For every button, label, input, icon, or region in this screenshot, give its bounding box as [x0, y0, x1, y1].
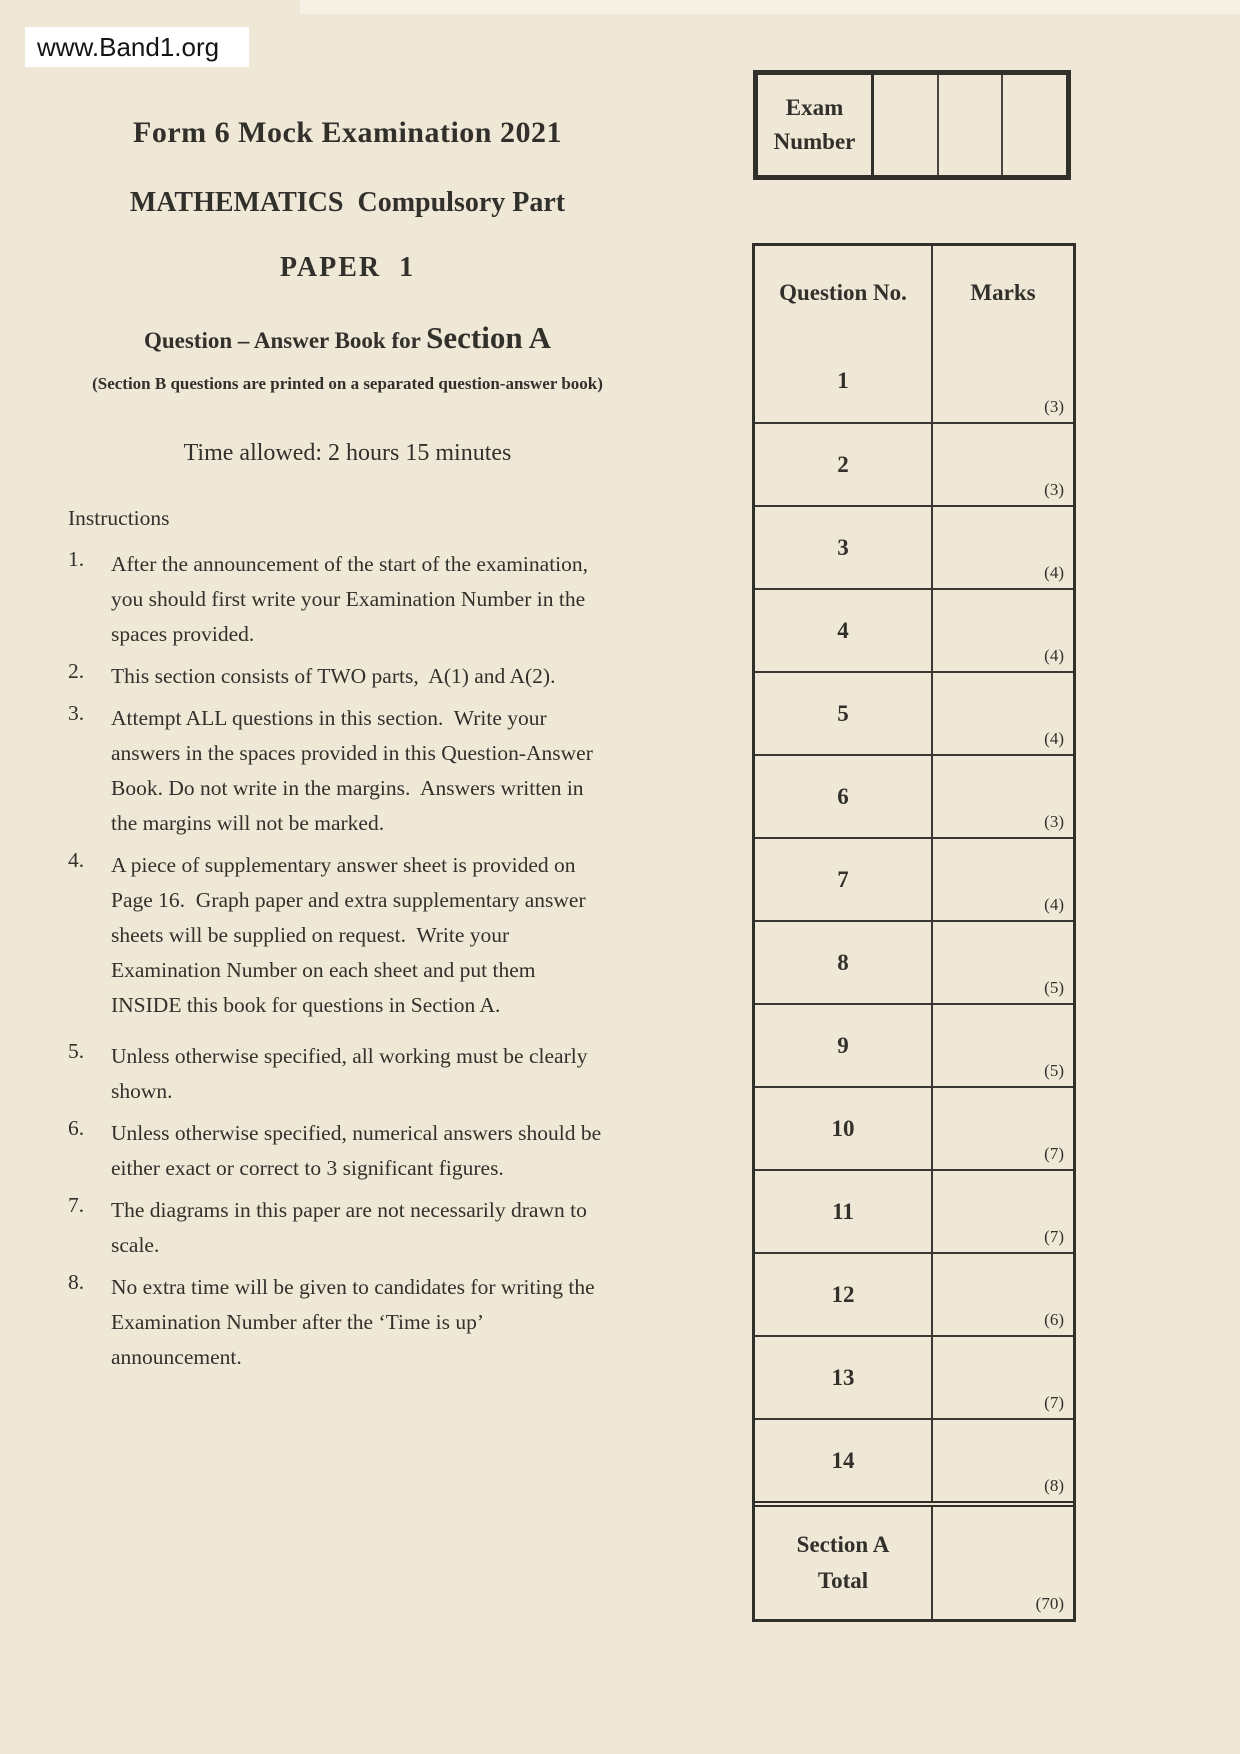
- exam-number-cell-3: [1003, 75, 1066, 175]
- section-a-total-line1: Section A: [796, 1532, 890, 1557]
- exam-number-box: [753, 70, 1071, 180]
- instruction-number: 2.: [68, 659, 85, 683]
- instruction-number: 8.: [68, 1270, 85, 1294]
- marks-value: (4): [1044, 895, 1064, 914]
- paper-number-title: PAPER 1: [279, 252, 416, 283]
- marks-cell: [933, 922, 1073, 1003]
- instruction-number: 1.: [68, 547, 85, 571]
- instruction-item: [68, 659, 603, 694]
- section-b-note: (Section B questions are printed on a separated question-answer book): [92, 374, 603, 393]
- instruction-item: [68, 547, 603, 652]
- marks-cell: [933, 590, 1073, 671]
- instruction-number: 7.: [68, 1193, 85, 1217]
- instruction-item: [68, 1270, 603, 1375]
- marks-table-row: [755, 1418, 1073, 1501]
- marks-value: (5): [1044, 1061, 1064, 1080]
- marks-table-row: [755, 1335, 1073, 1418]
- marks-header: Marks: [970, 279, 1036, 305]
- marks-cell: [933, 1337, 1073, 1418]
- watermark-badge: [25, 27, 249, 67]
- instruction-number: 6.: [68, 1116, 85, 1140]
- answer-book-line: [60, 320, 635, 356]
- marks-table-row: [755, 588, 1073, 671]
- marks-value: (4): [1044, 646, 1064, 665]
- marks-table-row: [755, 339, 1073, 422]
- marks-cell: [933, 424, 1073, 505]
- question-number-cell: 5: [755, 673, 933, 754]
- question-number-cell: 10: [755, 1088, 933, 1169]
- exam-number-cell-1: [874, 75, 939, 175]
- marks-table-row: [755, 837, 1073, 920]
- marks-value: (8): [1044, 1476, 1064, 1495]
- marks-cell: [933, 1171, 1073, 1252]
- marks-cell: [933, 1088, 1073, 1169]
- marks-value: (3): [1044, 397, 1064, 416]
- instruction-item: [68, 1193, 603, 1263]
- section-a-total-label: [755, 1507, 933, 1619]
- marks-value: (7): [1044, 1144, 1064, 1163]
- instruction-item: [68, 701, 603, 841]
- marks-table-row: [755, 422, 1073, 505]
- exam-number-cell-2: [939, 75, 1004, 175]
- marks-value: (4): [1044, 563, 1064, 582]
- marks-table-row: [755, 1169, 1073, 1252]
- exam-number-label-line1: Exam: [785, 95, 844, 120]
- instruction-number: 5.: [68, 1039, 85, 1063]
- marks-value: (7): [1044, 1227, 1064, 1246]
- question-number-cell: 4: [755, 590, 933, 671]
- question-number-cell: 11: [755, 1171, 933, 1252]
- section-a-total-marks: (70): [1035, 1594, 1064, 1613]
- marks-table-rows: [755, 339, 1073, 1501]
- question-number-cell: 13: [755, 1337, 933, 1418]
- instruction-item: [68, 848, 603, 1023]
- marks-cell: [933, 507, 1073, 588]
- marks-value: (3): [1044, 480, 1064, 499]
- marks-value: (5): [1044, 978, 1064, 997]
- marks-value: (6): [1044, 1310, 1064, 1329]
- section-a-total-marks-cell: [933, 1507, 1073, 1619]
- marks-table-row: [755, 1086, 1073, 1169]
- marks-cell: [933, 1254, 1073, 1335]
- question-number-cell: 14: [755, 1420, 933, 1501]
- question-number-cell: 7: [755, 839, 933, 920]
- section-a-total-row: [755, 1501, 1073, 1619]
- marks-table-row: [755, 505, 1073, 588]
- marks-table-row: [755, 1252, 1073, 1335]
- instruction-text: The diagrams in this paper are not necessarily drawn to scale.: [111, 1198, 593, 1257]
- marks-table-row: [755, 920, 1073, 1003]
- instruction-text: This section consists of TWO parts, A(1) and A(2).: [111, 664, 556, 688]
- marks-table-header: [755, 246, 1073, 339]
- instruction-text: No extra time will be given to candidates for writing the Examination Number after the ‘Time is up’ announcement.: [111, 1275, 600, 1369]
- marks-value: (7): [1044, 1393, 1064, 1412]
- instruction-number: 3.: [68, 701, 85, 725]
- question-no-header: Question No.: [755, 246, 933, 339]
- marks-cell: [933, 673, 1073, 754]
- instruction-number: 4.: [68, 848, 85, 872]
- marks-cell: [933, 756, 1073, 837]
- instructions-heading: Instructions: [68, 506, 170, 530]
- question-number-cell: 9: [755, 1005, 933, 1086]
- marks-cell: [933, 1420, 1073, 1501]
- time-allowed: Time allowed: 2 hours 15 minutes: [183, 440, 512, 466]
- instruction-item: [68, 1039, 603, 1109]
- marks-value: (3): [1044, 812, 1064, 831]
- marks-cell: [933, 839, 1073, 920]
- instruction-text: A piece of supplementary answer sheet is provided on Page 16. Graph paper and extra supplementary answer sheets will be supplied on request. Write your Examination Number on each sheet and put them INSIDE this book for questions in Section A.: [111, 853, 591, 1017]
- section-a-total-line2: Total: [817, 1568, 869, 1593]
- question-number-cell: 12: [755, 1254, 933, 1335]
- subject-title: MATHEMATICS Compulsory Part: [129, 187, 566, 218]
- instructions-block: [68, 506, 607, 1382]
- instruction-text: Unless otherwise specified, numerical answers should be either exact or correct to 3 significant figures.: [111, 1121, 607, 1180]
- answer-book-prefix: Question – Answer Book for: [143, 328, 427, 353]
- exam-number-label: [758, 75, 874, 175]
- page-title: Form 6 Mock Examination 2021: [133, 116, 562, 149]
- question-number-cell: 3: [755, 507, 933, 588]
- question-number-cell: 2: [755, 424, 933, 505]
- question-number-cell: 1: [755, 339, 933, 422]
- instruction-item: [68, 1116, 607, 1186]
- marks-cell: [933, 1005, 1073, 1086]
- marks-value: (4): [1044, 729, 1064, 748]
- instruction-text: Unless otherwise specified, all working must be clearly shown.: [111, 1044, 593, 1103]
- marks-table: [752, 243, 1076, 1622]
- marks-table-row: [755, 754, 1073, 837]
- marks-cell: [933, 339, 1073, 422]
- instruction-text: Attempt ALL questions in this section. Write your answers in the spaces provided in this Question-Answer Book. Do not write in the margins. Answers written in the margins will not be marked.: [111, 706, 599, 835]
- marks-table-row: [755, 671, 1073, 754]
- answer-book-section: Section A: [426, 320, 552, 355]
- question-number-cell: 6: [755, 756, 933, 837]
- exam-number-label-line2: Number: [773, 129, 856, 154]
- question-number-cell: 8: [755, 922, 933, 1003]
- watermark-text: www.Band1.org: [37, 31, 220, 62]
- instructions-list: [68, 547, 607, 1375]
- marks-table-row: [755, 1003, 1073, 1086]
- instruction-text: After the announcement of the start of the examination, you should first write your Examination Number in the spaces provided.: [111, 552, 594, 646]
